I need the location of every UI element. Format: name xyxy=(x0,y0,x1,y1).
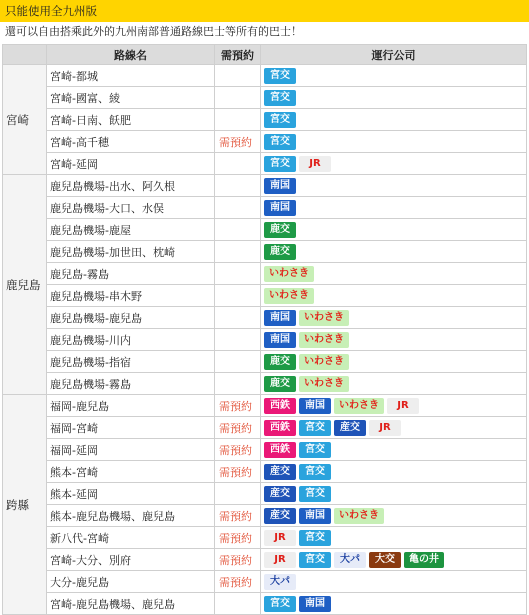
operator-cell xyxy=(261,527,527,549)
operator-badge: 大パ xyxy=(264,574,296,590)
operator-badge: いわさき xyxy=(264,266,314,282)
operator-cell xyxy=(261,241,527,263)
table-header-row xyxy=(3,45,527,65)
route-cell: 福岡-鹿兒島 xyxy=(47,395,215,417)
reservation-cell xyxy=(215,483,261,505)
page-subtitle: 還可以自由搭乘此外的九州南部普通路線巴士等所有的巴士！ xyxy=(5,25,302,38)
region-column-header xyxy=(3,45,47,65)
operator-cell xyxy=(261,505,527,527)
operator-cell xyxy=(261,87,527,109)
operator-badge: 宮交 xyxy=(299,530,331,546)
operator-cell xyxy=(261,593,527,615)
operator-badge: いわさき xyxy=(299,354,349,370)
operator-badge: 鹿交 xyxy=(264,244,296,260)
reservation-cell xyxy=(215,153,261,175)
operator-cell xyxy=(261,395,527,417)
route-cell: 宮崎-大分、別府 xyxy=(47,549,215,571)
operator-badge: いわさき xyxy=(299,310,349,326)
route-cell: 福岡-延岡 xyxy=(47,439,215,461)
operator-badge: JR xyxy=(264,552,296,568)
route-cell: 大分-鹿兒島 xyxy=(47,571,215,593)
table-row xyxy=(3,285,527,307)
route-cell: 鹿兒島機場-鹿兒島 xyxy=(47,307,215,329)
operator-badge: 宮交 xyxy=(299,442,331,458)
table-row xyxy=(3,329,527,351)
operator-badge: JR xyxy=(299,156,331,172)
operator-badge: 南国 xyxy=(264,310,296,326)
table-row xyxy=(3,87,527,109)
operator-cell xyxy=(261,285,527,307)
operator-badge: 産交 xyxy=(264,508,296,524)
reservation-cell xyxy=(215,87,261,109)
operator-cell xyxy=(261,439,527,461)
operator-badge: 宮交 xyxy=(264,156,296,172)
operator-badge: 大パ xyxy=(334,552,366,568)
operator-badge: いわさき xyxy=(334,398,384,414)
operator-badge: 西鉄 xyxy=(264,442,296,458)
table-row xyxy=(3,593,527,615)
table-row xyxy=(3,175,527,197)
operator-badge: JR xyxy=(264,530,296,546)
reservation-cell: 需預約 xyxy=(215,571,261,593)
route-cell: 鹿兒島機場-霧島 xyxy=(47,373,215,395)
operator-cell xyxy=(261,109,527,131)
reservation-cell xyxy=(215,263,261,285)
operator-badge: 宮交 xyxy=(299,552,331,568)
reservation-column-header: 需預約 xyxy=(215,45,261,65)
operator-cell xyxy=(261,351,527,373)
reservation-cell xyxy=(215,285,261,307)
reservation-cell xyxy=(215,241,261,263)
route-cell: 鹿兒島-霧島 xyxy=(47,263,215,285)
operator-badge: 宮交 xyxy=(299,464,331,480)
table-row xyxy=(3,263,527,285)
operator-cell xyxy=(261,131,527,153)
table-row xyxy=(3,131,527,153)
operator-cell xyxy=(261,197,527,219)
operator-cell xyxy=(261,329,527,351)
operator-badge: 宮交 xyxy=(299,486,331,502)
operator-badge: 西鉄 xyxy=(264,420,296,436)
operator-cell xyxy=(261,373,527,395)
operator-cell xyxy=(261,549,527,571)
operator-badge: 産交 xyxy=(264,486,296,502)
reservation-cell: 需預約 xyxy=(215,417,261,439)
operator-cell xyxy=(261,219,527,241)
operator-badge: いわさき xyxy=(334,508,384,524)
reservation-cell xyxy=(215,373,261,395)
route-cell: 鹿兒島機場-川内 xyxy=(47,329,215,351)
table-row xyxy=(3,505,527,527)
reservation-cell xyxy=(215,307,261,329)
table-row xyxy=(3,65,527,87)
table-row xyxy=(3,527,527,549)
reservation-cell xyxy=(215,351,261,373)
reservation-cell: 需預約 xyxy=(215,439,261,461)
table-row xyxy=(3,197,527,219)
route-cell: 熊本-鹿兒島機場、鹿兒島 xyxy=(47,505,215,527)
table-row xyxy=(3,351,527,373)
reservation-cell: 需預約 xyxy=(215,505,261,527)
region-cell: 鹿兒島 xyxy=(3,175,47,395)
reservation-cell: 需預約 xyxy=(215,549,261,571)
table-row xyxy=(3,109,527,131)
operator-badge: 宮交 xyxy=(264,112,296,128)
operator-badge: 南国 xyxy=(299,398,331,414)
route-cell: 鹿兒島機場-加世田、枕崎 xyxy=(47,241,215,263)
route-cell: 熊本-宮崎 xyxy=(47,461,215,483)
operator-badge: 南国 xyxy=(299,508,331,524)
operator-badge: 産交 xyxy=(334,420,366,436)
table-row xyxy=(3,483,527,505)
operator-cell xyxy=(261,483,527,505)
route-cell: 宮崎-延岡 xyxy=(47,153,215,175)
operator-badge: 大交 xyxy=(369,552,401,568)
route-cell: 鹿兒島機場-指宿 xyxy=(47,351,215,373)
reservation-cell: 需預約 xyxy=(215,461,261,483)
reservation-cell xyxy=(215,65,261,87)
route-cell: 宮崎-日南、飫肥 xyxy=(47,109,215,131)
table-row xyxy=(3,395,527,417)
table-row xyxy=(3,241,527,263)
route-cell: 鹿兒島機場-出水、阿久根 xyxy=(47,175,215,197)
operator-badge: 宮交 xyxy=(299,420,331,436)
route-cell: 宮崎-鹿兒島機場、鹿兒島 xyxy=(47,593,215,615)
operator-badge: JR xyxy=(369,420,401,436)
route-cell: 鹿兒島機場-鹿屋 xyxy=(47,219,215,241)
table-row xyxy=(3,373,527,395)
route-cell: 熊本-延岡 xyxy=(47,483,215,505)
region-cell: 宮崎 xyxy=(3,65,47,175)
reservation-cell: 需預約 xyxy=(215,527,261,549)
operator-cell xyxy=(261,307,527,329)
table-row xyxy=(3,417,527,439)
operator-badge: 宮交 xyxy=(264,90,296,106)
table-row xyxy=(3,439,527,461)
page-title: 只能使用全九州版 xyxy=(0,0,529,22)
operator-cell xyxy=(261,571,527,593)
operator-badge: 宮交 xyxy=(264,596,296,612)
operator-badge: 鹿交 xyxy=(264,376,296,392)
reservation-cell: 需預約 xyxy=(215,395,261,417)
operator-badge: 南国 xyxy=(264,332,296,348)
operator-cell xyxy=(261,461,527,483)
bus-route-table xyxy=(2,44,527,615)
reservation-cell xyxy=(215,593,261,615)
route-cell: 宮崎-國富、綾 xyxy=(47,87,215,109)
operator-badge: 西鉄 xyxy=(264,398,296,414)
operator-cell xyxy=(261,65,527,87)
operator-cell xyxy=(261,175,527,197)
table-row xyxy=(3,571,527,593)
route-cell: 福岡-宮崎 xyxy=(47,417,215,439)
operator-cell xyxy=(261,153,527,175)
operator-badge: 産交 xyxy=(264,464,296,480)
operator-badge: いわさき xyxy=(299,376,349,392)
operator-badge: 南国 xyxy=(264,178,296,194)
route-cell: 宮崎-都城 xyxy=(47,65,215,87)
region-cell: 跨縣 xyxy=(3,395,47,615)
reservation-cell xyxy=(215,109,261,131)
operator-badge: 亀の井 xyxy=(404,552,444,568)
operator-cell xyxy=(261,263,527,285)
operator-badge: JR xyxy=(387,398,419,414)
operator-badge: いわさき xyxy=(264,288,314,304)
reservation-cell xyxy=(215,219,261,241)
reservation-cell: 需預約 xyxy=(215,131,261,153)
operator-badge: 鹿交 xyxy=(264,222,296,238)
operator-badge: 鹿交 xyxy=(264,354,296,370)
table-row xyxy=(3,219,527,241)
route-cell: 鹿兒島機場-大口、水俣 xyxy=(47,197,215,219)
operator-badge: 宮交 xyxy=(264,68,296,84)
table-row xyxy=(3,153,527,175)
route-column-header: 路線名 xyxy=(47,45,215,65)
route-cell: 新八代-宮崎 xyxy=(47,527,215,549)
table-row xyxy=(3,461,527,483)
operator-column-header: 運行公司 xyxy=(261,45,527,65)
table-row xyxy=(3,549,527,571)
operator-badge: 南国 xyxy=(264,200,296,216)
route-cell: 宮崎-高千穂 xyxy=(47,131,215,153)
reservation-cell xyxy=(215,175,261,197)
route-cell: 鹿兒島機場-串木野 xyxy=(47,285,215,307)
table-row xyxy=(3,307,527,329)
operator-badge: 南国 xyxy=(299,596,331,612)
operator-badge: 宮交 xyxy=(264,134,296,150)
reservation-cell xyxy=(215,329,261,351)
operator-badge: いわさき xyxy=(299,332,349,348)
reservation-cell xyxy=(215,197,261,219)
operator-cell xyxy=(261,417,527,439)
